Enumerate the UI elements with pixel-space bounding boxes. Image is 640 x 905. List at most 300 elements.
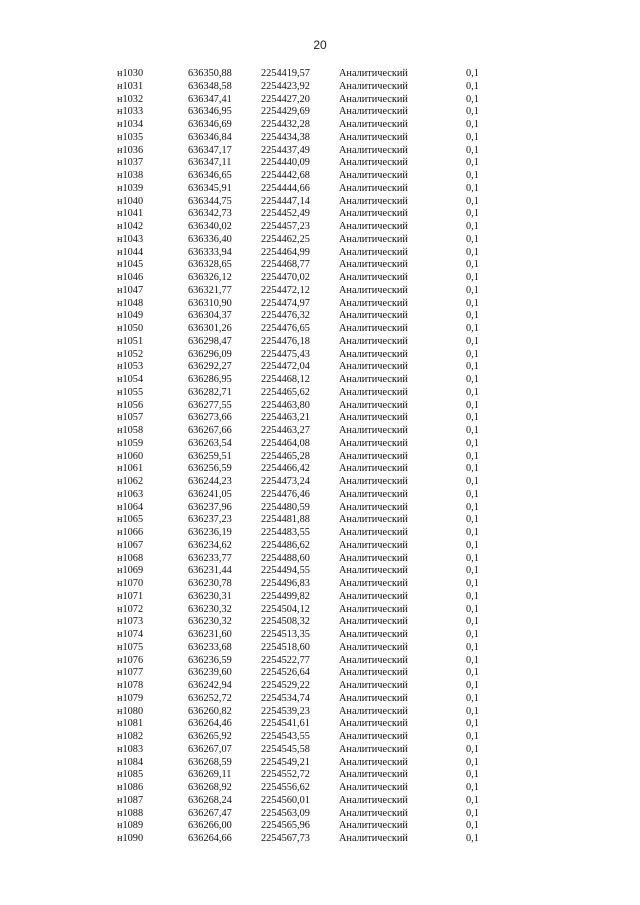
point-id-cell: н1072 (117, 603, 144, 615)
table-row (0, 298, 640, 311)
y-coordinate-cell: 2254552,72 (261, 769, 310, 781)
y-coordinate-cell: 2254452,49 (261, 208, 310, 220)
accuracy-cell: 0,1 (466, 616, 479, 628)
point-id-cell: н1061 (117, 463, 144, 475)
point-id-cell: н1044 (117, 246, 144, 258)
method-cell: Аналитический (339, 106, 408, 118)
method-cell: Аналитический (339, 743, 408, 755)
y-coordinate-cell: 2254563,09 (261, 807, 310, 819)
y-coordinate-cell: 2254481,88 (261, 514, 310, 526)
table-row (0, 272, 640, 285)
table-row (0, 782, 640, 795)
x-coordinate-cell: 636292,27 (188, 361, 232, 373)
y-coordinate-cell: 2254464,08 (261, 437, 310, 449)
point-id-cell: н1089 (117, 820, 144, 832)
point-id-cell: н1062 (117, 476, 144, 487)
x-coordinate-cell: 636259,51 (188, 450, 232, 462)
y-coordinate-cell: 2254473,24 (261, 476, 310, 487)
method-cell: Аналитический (339, 501, 408, 513)
y-coordinate-cell: 2254567,73 (261, 833, 310, 844)
accuracy-cell: 0,1 (466, 399, 479, 411)
method-cell: Аналитический (339, 80, 408, 92)
table-row (0, 412, 640, 425)
point-id-cell: н1034 (117, 119, 144, 130)
method-cell: Аналитический (339, 399, 408, 411)
accuracy-cell: 0,1 (466, 361, 479, 373)
y-coordinate-cell: 2254463,27 (261, 425, 310, 436)
x-coordinate-cell: 636265,92 (188, 731, 232, 742)
accuracy-cell: 0,1 (466, 705, 479, 717)
point-id-cell: н1070 (117, 578, 144, 589)
accuracy-cell: 0,1 (466, 514, 479, 526)
table-row (0, 234, 640, 247)
table-row (0, 540, 640, 553)
accuracy-cell: 0,1 (466, 284, 479, 296)
y-coordinate-cell: 2254463,80 (261, 399, 310, 411)
table-row (0, 757, 640, 770)
method-cell: Аналитический (339, 131, 408, 143)
x-coordinate-cell: 636321,77 (188, 284, 232, 296)
x-coordinate-cell: 636346,65 (188, 170, 232, 181)
point-id-cell: н1075 (117, 641, 144, 653)
table-row (0, 655, 640, 668)
x-coordinate-cell: 636233,77 (188, 552, 232, 564)
y-coordinate-cell: 2254494,55 (261, 565, 310, 577)
x-coordinate-cell: 636345,91 (188, 182, 232, 194)
point-id-cell: н1039 (117, 182, 144, 194)
point-id-cell: н1086 (117, 782, 144, 793)
table-row (0, 476, 640, 489)
method-cell: Аналитический (339, 769, 408, 781)
x-coordinate-cell: 636256,59 (188, 463, 232, 475)
accuracy-cell: 0,1 (466, 833, 479, 844)
x-coordinate-cell: 636236,59 (188, 654, 232, 666)
coordinates-table (0, 68, 640, 846)
point-id-cell: н1060 (117, 450, 144, 462)
point-id-cell: н1050 (117, 323, 144, 334)
method-cell: Аналитический (339, 272, 408, 283)
method-cell: Аналитический (339, 782, 408, 793)
point-id-cell: н1064 (117, 501, 144, 513)
point-id-cell: н1078 (117, 680, 144, 691)
accuracy-cell: 0,1 (466, 386, 479, 398)
accuracy-cell: 0,1 (466, 718, 479, 730)
method-cell: Аналитический (339, 259, 408, 271)
y-coordinate-cell: 2254549,21 (261, 756, 310, 768)
point-id-cell: н1055 (117, 386, 144, 398)
table-row (0, 642, 640, 655)
point-id-cell: н1066 (117, 527, 144, 538)
method-cell: Аналитический (339, 527, 408, 538)
accuracy-cell: 0,1 (466, 68, 479, 79)
method-cell: Аналитический (339, 654, 408, 666)
method-cell: Аналитический (339, 565, 408, 577)
table-row (0, 463, 640, 476)
table-row (0, 578, 640, 591)
point-id-cell: н1047 (117, 284, 144, 296)
table-row (0, 119, 640, 132)
x-coordinate-cell: 636230,31 (188, 590, 232, 602)
method-cell: Аналитический (339, 144, 408, 156)
accuracy-cell: 0,1 (466, 590, 479, 602)
x-coordinate-cell: 636264,66 (188, 833, 232, 844)
accuracy-cell: 0,1 (466, 692, 479, 704)
table-row (0, 208, 640, 221)
table-row (0, 489, 640, 502)
table-row (0, 591, 640, 604)
x-coordinate-cell: 636242,94 (188, 680, 232, 691)
accuracy-cell: 0,1 (466, 246, 479, 258)
accuracy-cell: 0,1 (466, 731, 479, 742)
accuracy-cell: 0,1 (466, 208, 479, 220)
table-row (0, 400, 640, 413)
y-coordinate-cell: 2254432,28 (261, 119, 310, 130)
point-id-cell: н1081 (117, 718, 144, 730)
accuracy-cell: 0,1 (466, 80, 479, 92)
x-coordinate-cell: 636340,02 (188, 221, 232, 232)
table-row (0, 693, 640, 706)
accuracy-cell: 0,1 (466, 807, 479, 819)
table-row (0, 94, 640, 107)
table-row (0, 565, 640, 578)
table-row (0, 247, 640, 260)
point-id-cell: н1053 (117, 361, 144, 373)
x-coordinate-cell: 636267,66 (188, 425, 232, 436)
point-id-cell: н1037 (117, 157, 144, 169)
y-coordinate-cell: 2254465,62 (261, 386, 310, 398)
method-cell: Аналитический (339, 297, 408, 309)
y-coordinate-cell: 2254468,77 (261, 259, 310, 271)
y-coordinate-cell: 2254508,32 (261, 616, 310, 628)
accuracy-cell: 0,1 (466, 527, 479, 538)
point-id-cell: н1079 (117, 692, 144, 704)
method-cell: Аналитический (339, 208, 408, 220)
x-coordinate-cell: 636346,95 (188, 106, 232, 118)
accuracy-cell: 0,1 (466, 782, 479, 793)
y-coordinate-cell: 2254529,22 (261, 680, 310, 691)
y-coordinate-cell: 2254462,25 (261, 233, 310, 245)
x-coordinate-cell: 636233,68 (188, 641, 232, 653)
method-cell: Аналитический (339, 616, 408, 628)
table-row (0, 502, 640, 515)
x-coordinate-cell: 636234,62 (188, 539, 232, 551)
method-cell: Аналитический (339, 463, 408, 475)
table-row (0, 769, 640, 782)
table-row (0, 616, 640, 629)
method-cell: Аналитический (339, 386, 408, 398)
accuracy-cell: 0,1 (466, 170, 479, 181)
x-coordinate-cell: 636266,00 (188, 820, 232, 832)
accuracy-cell: 0,1 (466, 450, 479, 462)
point-id-cell: н1035 (117, 131, 144, 143)
table-row (0, 629, 640, 642)
accuracy-cell: 0,1 (466, 259, 479, 271)
method-cell: Аналитический (339, 590, 408, 602)
accuracy-cell: 0,1 (466, 157, 479, 169)
accuracy-cell: 0,1 (466, 119, 479, 130)
method-cell: Аналитический (339, 603, 408, 615)
accuracy-cell: 0,1 (466, 195, 479, 207)
accuracy-cell: 0,1 (466, 476, 479, 487)
y-coordinate-cell: 2254476,32 (261, 310, 310, 322)
point-id-cell: н1077 (117, 667, 144, 679)
point-id-cell: н1032 (117, 93, 144, 105)
point-id-cell: н1069 (117, 565, 144, 577)
table-row (0, 808, 640, 821)
table-row (0, 833, 640, 846)
y-coordinate-cell: 2254526,64 (261, 667, 310, 679)
x-coordinate-cell: 636230,32 (188, 603, 232, 615)
point-id-cell: н1082 (117, 731, 144, 742)
x-coordinate-cell: 636347,17 (188, 144, 232, 156)
table-row (0, 170, 640, 183)
y-coordinate-cell: 2254442,68 (261, 170, 310, 181)
accuracy-cell: 0,1 (466, 425, 479, 436)
x-coordinate-cell: 636336,40 (188, 233, 232, 245)
accuracy-cell: 0,1 (466, 182, 479, 194)
accuracy-cell: 0,1 (466, 348, 479, 360)
accuracy-cell: 0,1 (466, 565, 479, 577)
point-id-cell: н1043 (117, 233, 144, 245)
method-cell: Аналитический (339, 794, 408, 806)
table-row (0, 157, 640, 170)
y-coordinate-cell: 2254466,42 (261, 463, 310, 475)
table-row (0, 451, 640, 464)
point-id-cell: н1090 (117, 833, 144, 844)
table-row (0, 81, 640, 94)
table-row (0, 323, 640, 336)
method-cell: Аналитический (339, 756, 408, 768)
table-row (0, 731, 640, 744)
accuracy-cell: 0,1 (466, 335, 479, 347)
table-row (0, 820, 640, 833)
point-id-cell: н1046 (117, 272, 144, 283)
method-cell: Аналитический (339, 310, 408, 322)
point-id-cell: н1049 (117, 310, 144, 322)
y-coordinate-cell: 2254496,83 (261, 578, 310, 589)
x-coordinate-cell: 636239,60 (188, 667, 232, 679)
table-row (0, 132, 640, 145)
method-cell: Аналитический (339, 718, 408, 730)
point-id-cell: н1073 (117, 616, 144, 628)
point-id-cell: н1080 (117, 705, 144, 717)
x-coordinate-cell: 636252,72 (188, 692, 232, 704)
point-id-cell: н1056 (117, 399, 144, 411)
x-coordinate-cell: 636346,84 (188, 131, 232, 143)
method-cell: Аналитический (339, 578, 408, 589)
x-coordinate-cell: 636237,96 (188, 501, 232, 513)
accuracy-cell: 0,1 (466, 93, 479, 105)
y-coordinate-cell: 2254419,57 (261, 68, 310, 79)
point-id-cell: н1033 (117, 106, 144, 118)
x-coordinate-cell: 636342,73 (188, 208, 232, 220)
y-coordinate-cell: 2254476,18 (261, 335, 310, 347)
point-id-cell: н1052 (117, 348, 144, 360)
point-id-cell: н1059 (117, 437, 144, 449)
method-cell: Аналитический (339, 412, 408, 424)
x-coordinate-cell: 636268,59 (188, 756, 232, 768)
x-coordinate-cell: 636344,75 (188, 195, 232, 207)
x-coordinate-cell: 636350,88 (188, 68, 232, 79)
method-cell: Аналитический (339, 157, 408, 169)
y-coordinate-cell: 2254434,38 (261, 131, 310, 143)
method-cell: Аналитический (339, 246, 408, 258)
point-id-cell: н1045 (117, 259, 144, 271)
accuracy-cell: 0,1 (466, 539, 479, 551)
point-id-cell: н1030 (117, 68, 144, 79)
accuracy-cell: 0,1 (466, 756, 479, 768)
point-id-cell: н1071 (117, 590, 144, 602)
x-coordinate-cell: 636301,26 (188, 323, 232, 334)
point-id-cell: н1048 (117, 297, 144, 309)
point-id-cell: н1036 (117, 144, 144, 156)
y-coordinate-cell: 2254440,09 (261, 157, 310, 169)
method-cell: Аналитический (339, 807, 408, 819)
x-coordinate-cell: 636347,11 (188, 157, 232, 169)
y-coordinate-cell: 2254486,62 (261, 539, 310, 551)
accuracy-cell: 0,1 (466, 106, 479, 118)
point-id-cell: н1083 (117, 743, 144, 755)
method-cell: Аналитический (339, 820, 408, 832)
accuracy-cell: 0,1 (466, 680, 479, 691)
table-row (0, 221, 640, 234)
y-coordinate-cell: 2254474,97 (261, 297, 310, 309)
table-row (0, 106, 640, 119)
method-cell: Аналитический (339, 182, 408, 194)
accuracy-cell: 0,1 (466, 131, 479, 143)
y-coordinate-cell: 2254472,12 (261, 284, 310, 296)
x-coordinate-cell: 636263,54 (188, 437, 232, 449)
accuracy-cell: 0,1 (466, 552, 479, 564)
table-row (0, 145, 640, 158)
method-cell: Аналитический (339, 476, 408, 487)
method-cell: Аналитический (339, 170, 408, 181)
table-row (0, 604, 640, 617)
x-coordinate-cell: 636304,37 (188, 310, 232, 322)
table-row (0, 706, 640, 719)
accuracy-cell: 0,1 (466, 578, 479, 589)
y-coordinate-cell: 2254463,21 (261, 412, 310, 424)
accuracy-cell: 0,1 (466, 488, 479, 500)
method-cell: Аналитический (339, 731, 408, 742)
accuracy-cell: 0,1 (466, 769, 479, 781)
accuracy-cell: 0,1 (466, 233, 479, 245)
point-id-cell: н1042 (117, 221, 144, 232)
point-id-cell: н1063 (117, 488, 144, 500)
method-cell: Аналитический (339, 833, 408, 844)
x-coordinate-cell: 636273,66 (188, 412, 232, 424)
accuracy-cell: 0,1 (466, 629, 479, 640)
method-cell: Аналитический (339, 361, 408, 373)
accuracy-cell: 0,1 (466, 654, 479, 666)
method-cell: Аналитический (339, 539, 408, 551)
accuracy-cell: 0,1 (466, 463, 479, 475)
x-coordinate-cell: 636282,71 (188, 386, 232, 398)
y-coordinate-cell: 2254464,99 (261, 246, 310, 258)
point-id-cell: н1076 (117, 654, 144, 666)
y-coordinate-cell: 2254543,55 (261, 731, 310, 742)
accuracy-cell: 0,1 (466, 603, 479, 615)
method-cell: Аналитический (339, 119, 408, 130)
table-row (0, 514, 640, 527)
x-coordinate-cell: 636241,05 (188, 488, 232, 500)
table-row (0, 527, 640, 540)
point-id-cell: н1054 (117, 374, 144, 385)
x-coordinate-cell: 636231,60 (188, 629, 232, 640)
x-coordinate-cell: 636269,11 (188, 769, 232, 781)
method-cell: Аналитический (339, 221, 408, 232)
accuracy-cell: 0,1 (466, 310, 479, 322)
y-coordinate-cell: 2254447,14 (261, 195, 310, 207)
point-id-cell: н1068 (117, 552, 144, 564)
table-row (0, 425, 640, 438)
y-coordinate-cell: 2254488,60 (261, 552, 310, 564)
table-row (0, 718, 640, 731)
x-coordinate-cell: 636346,69 (188, 119, 232, 130)
point-id-cell: н1065 (117, 514, 144, 526)
x-coordinate-cell: 636231,44 (188, 565, 232, 577)
y-coordinate-cell: 2254480,59 (261, 501, 310, 513)
x-coordinate-cell: 636310,90 (188, 297, 232, 309)
accuracy-cell: 0,1 (466, 221, 479, 232)
accuracy-cell: 0,1 (466, 437, 479, 449)
y-coordinate-cell: 2254476,46 (261, 488, 310, 500)
accuracy-cell: 0,1 (466, 412, 479, 424)
method-cell: Аналитический (339, 488, 408, 500)
table-row (0, 680, 640, 693)
y-coordinate-cell: 2254539,23 (261, 705, 310, 717)
table-row (0, 259, 640, 272)
method-cell: Аналитический (339, 284, 408, 296)
x-coordinate-cell: 636348,58 (188, 80, 232, 92)
y-coordinate-cell: 2254423,92 (261, 80, 310, 92)
accuracy-cell: 0,1 (466, 667, 479, 679)
y-coordinate-cell: 2254472,04 (261, 361, 310, 373)
point-id-cell: н1058 (117, 425, 144, 436)
x-coordinate-cell: 636267,47 (188, 807, 232, 819)
accuracy-cell: 0,1 (466, 272, 479, 283)
method-cell: Аналитический (339, 425, 408, 436)
y-coordinate-cell: 2254522,77 (261, 654, 310, 666)
method-cell: Аналитический (339, 514, 408, 526)
table-row (0, 183, 640, 196)
y-coordinate-cell: 2254483,55 (261, 527, 310, 538)
y-coordinate-cell: 2254556,62 (261, 782, 310, 793)
table-row (0, 374, 640, 387)
y-coordinate-cell: 2254457,23 (261, 221, 310, 232)
y-coordinate-cell: 2254470,02 (261, 272, 310, 283)
y-coordinate-cell: 2254444,66 (261, 182, 310, 194)
y-coordinate-cell: 2254476,65 (261, 323, 310, 334)
point-id-cell: н1041 (117, 208, 144, 220)
table-row (0, 361, 640, 374)
x-coordinate-cell: 636268,24 (188, 794, 232, 806)
accuracy-cell: 0,1 (466, 743, 479, 755)
table-row (0, 349, 640, 362)
point-id-cell: н1057 (117, 412, 144, 424)
x-coordinate-cell: 636347,41 (188, 93, 232, 105)
table-row (0, 68, 640, 81)
accuracy-cell: 0,1 (466, 374, 479, 385)
y-coordinate-cell: 2254534,74 (261, 692, 310, 704)
x-coordinate-cell: 636277,55 (188, 399, 232, 411)
table-row (0, 553, 640, 566)
method-cell: Аналитический (339, 68, 408, 79)
method-cell: Аналитический (339, 323, 408, 334)
x-coordinate-cell: 636268,92 (188, 782, 232, 793)
y-coordinate-cell: 2254468,12 (261, 374, 310, 385)
accuracy-cell: 0,1 (466, 501, 479, 513)
